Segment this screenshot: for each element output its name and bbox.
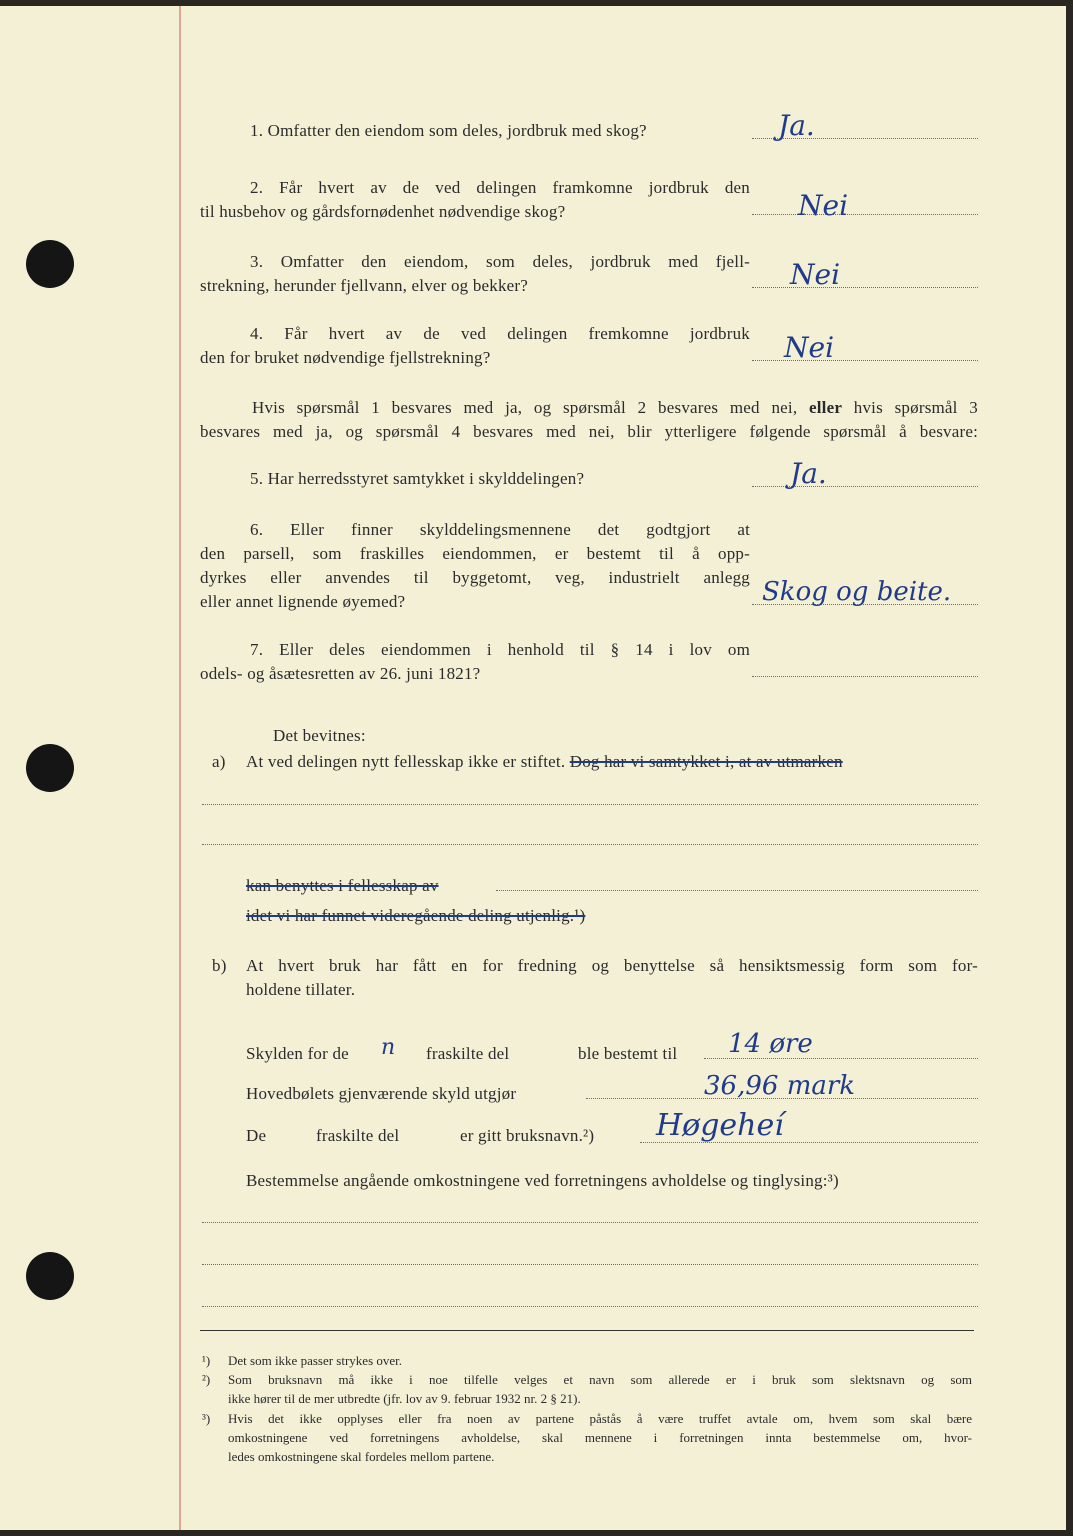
footnote-mark-2: ²) [202,1372,211,1387]
skyld-label-2: fraskilte del [426,1044,510,1063]
blank-line [202,804,978,805]
hovedbol-answer: 36,96 mark [704,1071,856,1101]
struck-line-2: kan benyttes i fellesskap av [246,876,439,895]
footnote-3-line-3: ledes omkostningene skal fordeles mellom partene. [228,1449,495,1464]
question-4-line-2: den for bruket nødvendige fjellstrekning? [200,348,491,367]
bruksnavn-label-2: fraskilte del [316,1126,400,1145]
hovedbol-label: Hovedbølets gjenværende skyld utgjør [246,1084,517,1103]
question-6-line-1: 6. Eller finner skylddelingsmennene det godtgjort at [250,520,750,539]
footnote-2-line-1: Som bruksnavn må ikke i noe tilfelle velges et navn som allerede er i bruk som slektsnavn og som [228,1372,972,1387]
answer-3: Nei [790,258,841,291]
skyld-label-1: Skylden for de [246,1044,349,1063]
item-a-label: a) [212,752,226,771]
footnote-3-line-1: Hvis det ikke opplyses eller fra noen av partene påstås å være truffet avtale om, hvem som skal bære [228,1411,972,1426]
question-1: 1. Omfatter den eiendom som deles, jordbruk med skog? [250,121,647,140]
struck-line-3: idet vi har funnet videregående deling utjenlig.¹) [246,906,586,925]
question-7-line-2: odels- og åsætesretten av 26. juni 1821? [200,664,481,683]
question-2-line-2: til husbehov og gårdsfornødenhet nødvendige skog? [200,202,566,221]
question-3-line-2: strekning, herunder fjellvann, elver og bekker? [200,276,529,295]
answer-line [752,676,978,677]
document-page [0,6,1066,1530]
blank-line [202,1306,978,1307]
answer-1: Ja. [778,109,815,142]
blank-line [202,844,978,845]
question-7-line-1: 7. Eller deles eiendommen i henhold til § 14 i lov om [250,640,750,659]
blank-line [202,1222,978,1223]
item-b-label: b) [212,956,227,975]
question-2-line-1: 2. Får hvert av de ved delingen framkomne jordbruk den [250,178,750,197]
question-6-line-4: eller annet lignende øyemed? [200,592,406,611]
footnote-1: Det som ikke passer strykes over. [228,1353,403,1368]
question-3-line-1: 3. Omfatter den eiendom, som deles, jordbruk med fjell- [250,252,750,271]
struck-text: Dog har vi samtykket i, at av utmarken [569,752,843,771]
footnote-2-line-2: ikke hører til de mer utbredte (jfr. lov av 9. februar 1932 nr. 2 § 21). [228,1391,581,1406]
blank-line [496,890,978,891]
question-4-line-1: 4. Får hvert av de ved delingen fremkomne jordbruk [250,324,750,343]
condition-line-2: besvares med ja, og spørsmål 4 besvares med nei, blir ytterligere følgende spørsmål å besvare: [200,422,978,441]
punch-hole [26,240,74,288]
skyld-answer: 14 øre [728,1029,813,1059]
answer-line [752,486,978,487]
blank-line [202,1264,978,1265]
answer-line [752,214,978,215]
item-b-line-2: holdene tillater. [246,980,356,999]
skyld-label-3: ble bestemt til [578,1044,678,1063]
answer-2: Nei [798,189,849,222]
answer-4: Nei [784,331,835,364]
footnote-mark-1: ¹) [202,1353,211,1368]
question-6-line-2: den parsell, som fraskilles eiendommen, er bestemt til å opp- [200,544,750,563]
footnote-mark-3: ³) [202,1411,211,1426]
answer-5: Ja. [790,457,827,490]
answer-6: Skog og beite. [762,577,952,607]
bruksnavn-answer: Høgeheí [656,1108,784,1143]
witness-heading: Det bevitnes: [273,726,366,745]
margin-rule [179,6,181,1530]
omkostninger-label: Bestemmelse angående omkostningene ved forretningens avholdelse og tinglysing:³) [246,1171,839,1190]
question-6-line-3: dyrkes eller anvendes til byggetomt, veg, industrielt anlegg [200,568,750,587]
condition-line-1: Hvis spørsmål 1 besvares med ja, og spørsmål 2 besvares med nei, eller hvis spørsmål 3 [252,398,978,417]
bruksnavn-label-1: De [246,1126,267,1145]
punch-hole [26,1252,74,1300]
punch-hole [26,744,74,792]
answer-line [752,287,978,288]
item-a-text: At ved delingen nytt fellesskap ikke er stiftet. Dog har vi samtykket i, at av utmarken [246,752,843,771]
bruksnavn-label-3: er gitt bruksnavn.²) [460,1126,595,1145]
item-b-line-1: At hvert bruk har fått en for fredning og benyttelse så hensiktsmessig form som for- [246,956,978,975]
question-5: 5. Har herredsstyret samtykket i skylddelingen? [250,469,585,488]
skyld-hand-suffix: n [381,1035,396,1060]
condition-bold-word: eller [808,398,843,417]
footnote-separator [200,1330,974,1331]
footnote-3-line-2: omkostningene ved forretningens avholdelse, skal mennene i forretningen innta bestemmelse om, hvor- [228,1430,972,1445]
